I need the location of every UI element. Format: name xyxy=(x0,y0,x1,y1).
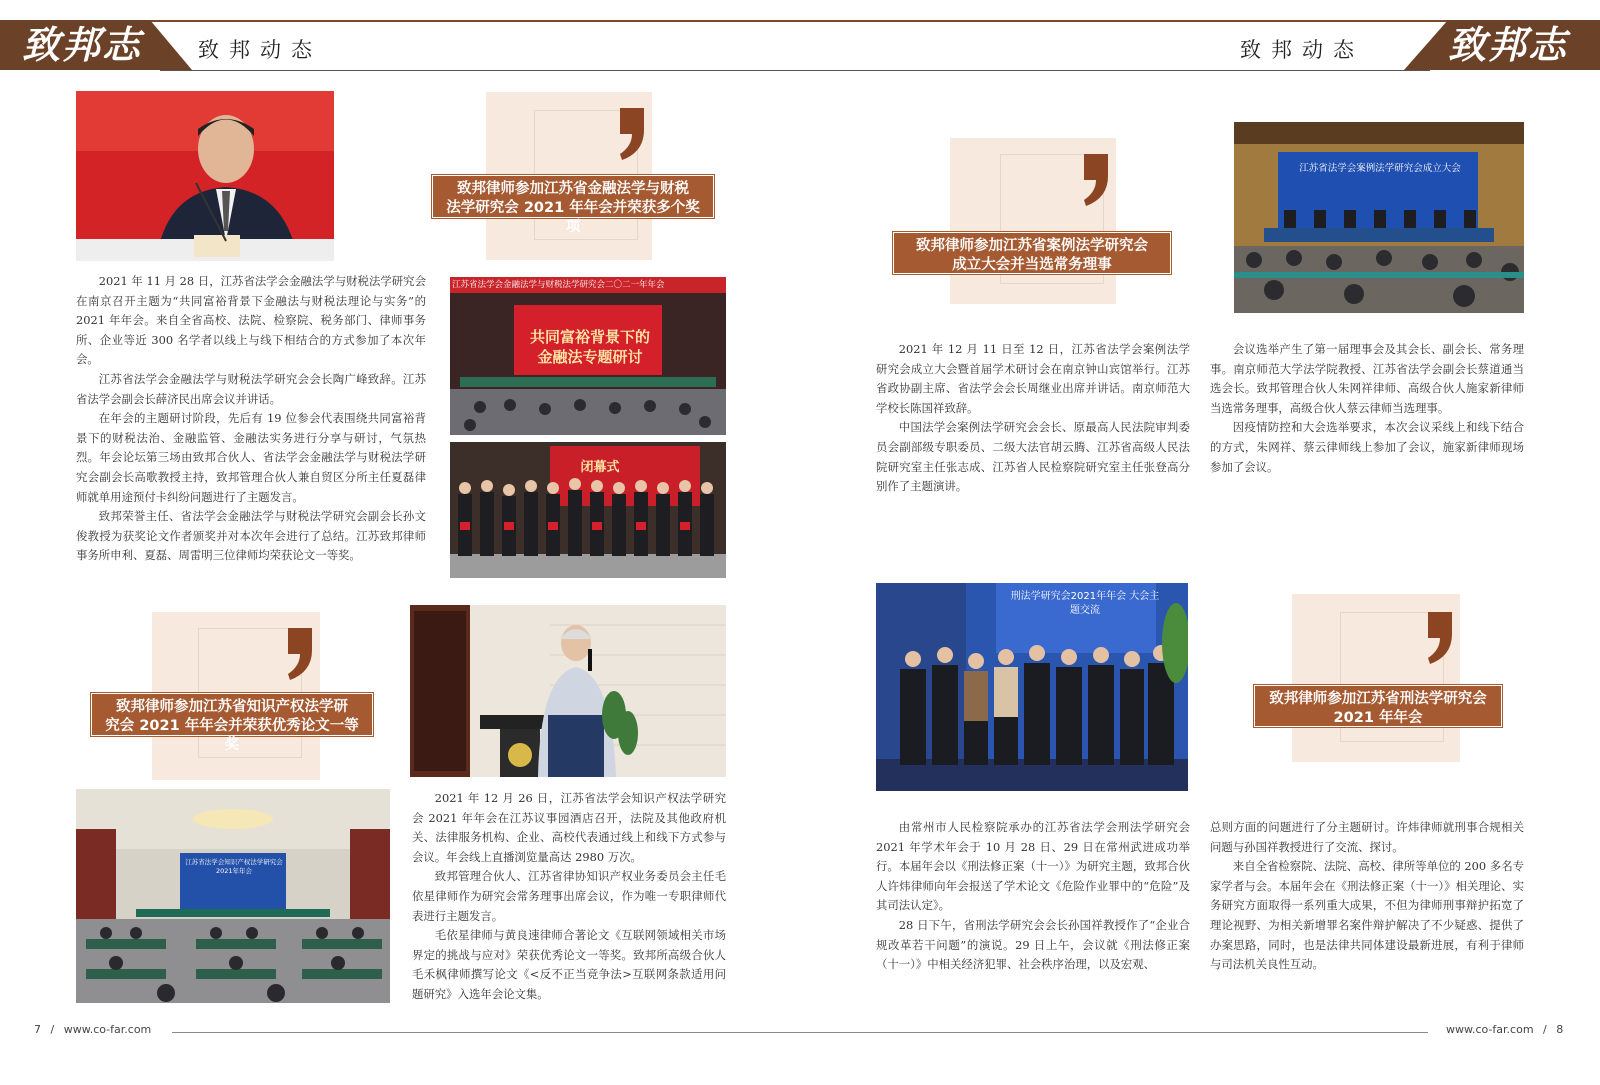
case-body-col2 xyxy=(1210,340,1524,477)
finance-title-banner xyxy=(432,175,714,235)
case-title-line1: 致邦律师参加江苏省案例法学研究会 xyxy=(916,238,1148,254)
case-paragraph-4: 因疫情防控和大会选举要求，本次会议采线上和线下结合的方式，朱网祥、蔡云律师线上参加了会议，施家新律师现场参加了会议。 xyxy=(1210,420,1524,474)
criminal-body-col2 xyxy=(1210,818,1524,975)
criminal-title-line2: 2021 年年会 xyxy=(1333,710,1423,726)
page-number-right: 8 xyxy=(1556,1023,1564,1036)
criminal-body-col1 xyxy=(876,818,1190,975)
ip-paragraph-1: 2021 年 12 月 26 日，江苏省法学会知识产权法学研究会 2021 年年会在江苏议事园酒店召开，法院及其他政府机关、法律服务机构、企业、高校代表通过线上和线下方式参与会议。年会线上直播浏览量高达 2980 万次。 xyxy=(412,791,726,864)
finance-award-banner: 闭幕式 xyxy=(580,460,620,475)
finance-title-line2: 法学研究会 2021 年年会并荣获多个奖项 xyxy=(446,200,700,235)
criminal-photo-screen-text: 刑法学研究会2021年年会 大会主题交流 xyxy=(1010,591,1160,616)
finance-paragraph-1: 2021 年 11 月 28 日，江苏省法学会金融法学与财税法学研究会在南京召开主题为“共同富裕背景下金融法与财税法理论与实务”的 2021 年年会。来自全省高校、法院、检察院、税务部门、律师事务所、企业等近 300 名学者以线上与线下相结合的方式参加了本次年会。 xyxy=(76,274,426,367)
footer-site-left: www.co-far.com xyxy=(63,1023,152,1036)
footer-left xyxy=(34,1023,151,1036)
finance-paragraph-3: 在年会的主题研讨阶段，先后有 19 位参会代表围绕共同富裕背景下的财税法治、金融监管、金融法实务进行分享与研讨，气氛热烈。年会论坛第三场由致邦合伙人、省法学会金融法学与财税法学研究会副会长高歌教授主持，致邦管理合伙人兼自贸区分所主任夏磊律师就单用途预付卡纠纷问题进行了主题发言。 xyxy=(76,411,426,504)
finance-paragraph-2: 江苏省法学会金融法学与财税法学研究会会长陶广峰致辞。江苏省法学会副会长薛济民出席会议并讲话。 xyxy=(76,371,426,406)
ip-photo-screen-text: 江苏省法学会知识产权法学研究会2021年年会 xyxy=(185,858,283,875)
footer-separator-right: / xyxy=(1543,1023,1547,1036)
ip-speaker-photo xyxy=(410,605,726,777)
ip-paragraph-3: 毛依星律师与黄良速律师合著论文《互联网领域相关市场界定的挑战与应对》荣获优秀论文一等奖。致邦所高级合伙人毛禾枫律师撰写论文《<反不正当竞争法>互联网条款适用问题研究》入选年会论文集。 xyxy=(412,928,726,1001)
case-paragraph-3: 会议选举产生了第一届理事会及其会长、副会长、常务理事。南京师范大学法学院教授、江苏省法学会副会长蔡道通当选会长。致邦管理合伙人朱网祥律师、高级合伙人施家新律师当选常务理事，高级合伙人蔡云律师当选理事。 xyxy=(1210,342,1524,415)
section-title-right: 致邦动态 xyxy=(1240,38,1364,62)
case-paragraph-1: 2021 年 12 月 11 日至 12 日，江苏省法学会案例法学研究会成立大会暨首届学术研讨会在南京钟山宾馆举行。江苏省政协副主席、省法学会会长周继业出席并讲话。南京师范大学校长陈国祥致辞。 xyxy=(876,342,1190,415)
footer-rule xyxy=(172,1032,1428,1033)
footer-separator-left: / xyxy=(50,1023,55,1036)
header-underline-right xyxy=(800,70,1430,71)
criminal-paragraph-2: 28 日下午，省刑法学研究会会长孙国祥教授作了“企业合规改革若干问题”的演说。29 日上午，会议就《刑法修正案（十一）》中相关经济犯罪、社会秩序治理，以及宏观、 xyxy=(876,917,1190,972)
finance-body xyxy=(76,272,426,566)
header-underline-left xyxy=(160,70,800,71)
finance-photo-header: 江苏省法学会金融法学与财税法学研究会二〇二一年年会 xyxy=(452,280,665,290)
criminal-paragraph-1: 由常州市人民检察院承办的江苏省法学会刑法学研究会 2021 年学术年会于 10 月 28 日、29 日在常州武进成功举行。本届年会以《刑法修正案（十一）》为研究主题，致邦合伙人许炜律师向年会报送了学术论文《危险作业罪中的“危险”及其司法认定》。 xyxy=(876,820,1190,913)
speaker-photo xyxy=(76,91,334,261)
quote-mark-icon xyxy=(616,108,646,160)
ip-body xyxy=(412,789,726,1005)
brand-logo-right: 致邦志 xyxy=(1448,22,1569,67)
ip-title-banner xyxy=(91,693,373,753)
finance-photo-banner: 共同富裕背景下的 xyxy=(529,328,650,346)
ip-paragraph-2: 致邦管理合伙人、江苏省律协知识产权业务委员会主任毛依星律师作为研究会常务理事出席会议，作为唯一专职律师代表进行主题发言。 xyxy=(412,869,726,923)
footer-right xyxy=(1446,1023,1563,1036)
case-photo-screen-text: 江苏省法学会案例法学研究会成立大会 xyxy=(1299,163,1461,174)
criminal-title-banner xyxy=(1254,685,1502,727)
section-title-left: 致邦动态 xyxy=(198,38,322,62)
criminal-paragraph-3: 总则方面的问题进行了分主题研讨。许炜律师就刑事合规相关问题与孙国祥教授进行了交流、探讨。 xyxy=(1210,820,1524,854)
criminal-title-line1: 致邦律师参加江苏省刑法学研究会 xyxy=(1269,691,1487,707)
footer-site-right: www.co-far.com xyxy=(1446,1023,1534,1036)
case-body-col1 xyxy=(876,340,1190,497)
brand-logo-left: 致邦志 xyxy=(22,22,143,67)
ip-conference-photo xyxy=(76,789,390,1003)
finance-title-line1: 致邦律师参加江苏省金融法学与财税 xyxy=(457,181,689,197)
criminal-paragraph-4: 来自全省检察院、法院、高校、律所等单位的 200 多名专家学者与会。本届年会在《刑法修正案（十一）》相关理论、实务研究方面取得一系列重大成果，不但为律师刑事辩护拓宽了理论视野、为相关新增罪名案件辩护解决了不少疑惑、提供了办案思路，同时，也是法律共同体建设最新进展，有利于律师与司法机关良性互动。 xyxy=(1210,859,1524,972)
page-number-left: 7 xyxy=(34,1023,41,1036)
quote-mark-icon xyxy=(1080,154,1110,206)
quote-mark-icon xyxy=(284,628,314,680)
case-title-banner xyxy=(893,232,1171,274)
quote-mark-icon xyxy=(1424,612,1454,664)
ip-title-line1: 致邦律师参加江苏省知识产权法学研 xyxy=(116,699,348,715)
ip-title-line2: 究会 2021 年年会并荣获优秀论文一等奖 xyxy=(105,718,359,753)
case-paragraph-2: 中国法学会案例法学研究会会长、原最高人民法院审判委员会副部级专职委员、二级大法官胡云腾、江苏省高级人民法院研究室主任张志成、江苏省人民检察院研究室主任张登高分别作了主题演讲。 xyxy=(876,420,1190,494)
finance-photo-banner-2: 金融法专题研讨 xyxy=(537,348,643,366)
case-meeting-photo xyxy=(1234,122,1524,313)
case-title-line2: 成立大会并当选常务理事 xyxy=(952,257,1112,273)
finance-paragraph-4: 致邦荣誉主任、省法学会金融法学与财税法学研究会副会长孙文俊教授为获奖论文作者颁奖并对本次年会进行了总结。江苏致邦律师事务所申利、夏磊、周雷明三位律师均荣获论文一等奖。 xyxy=(76,509,426,563)
